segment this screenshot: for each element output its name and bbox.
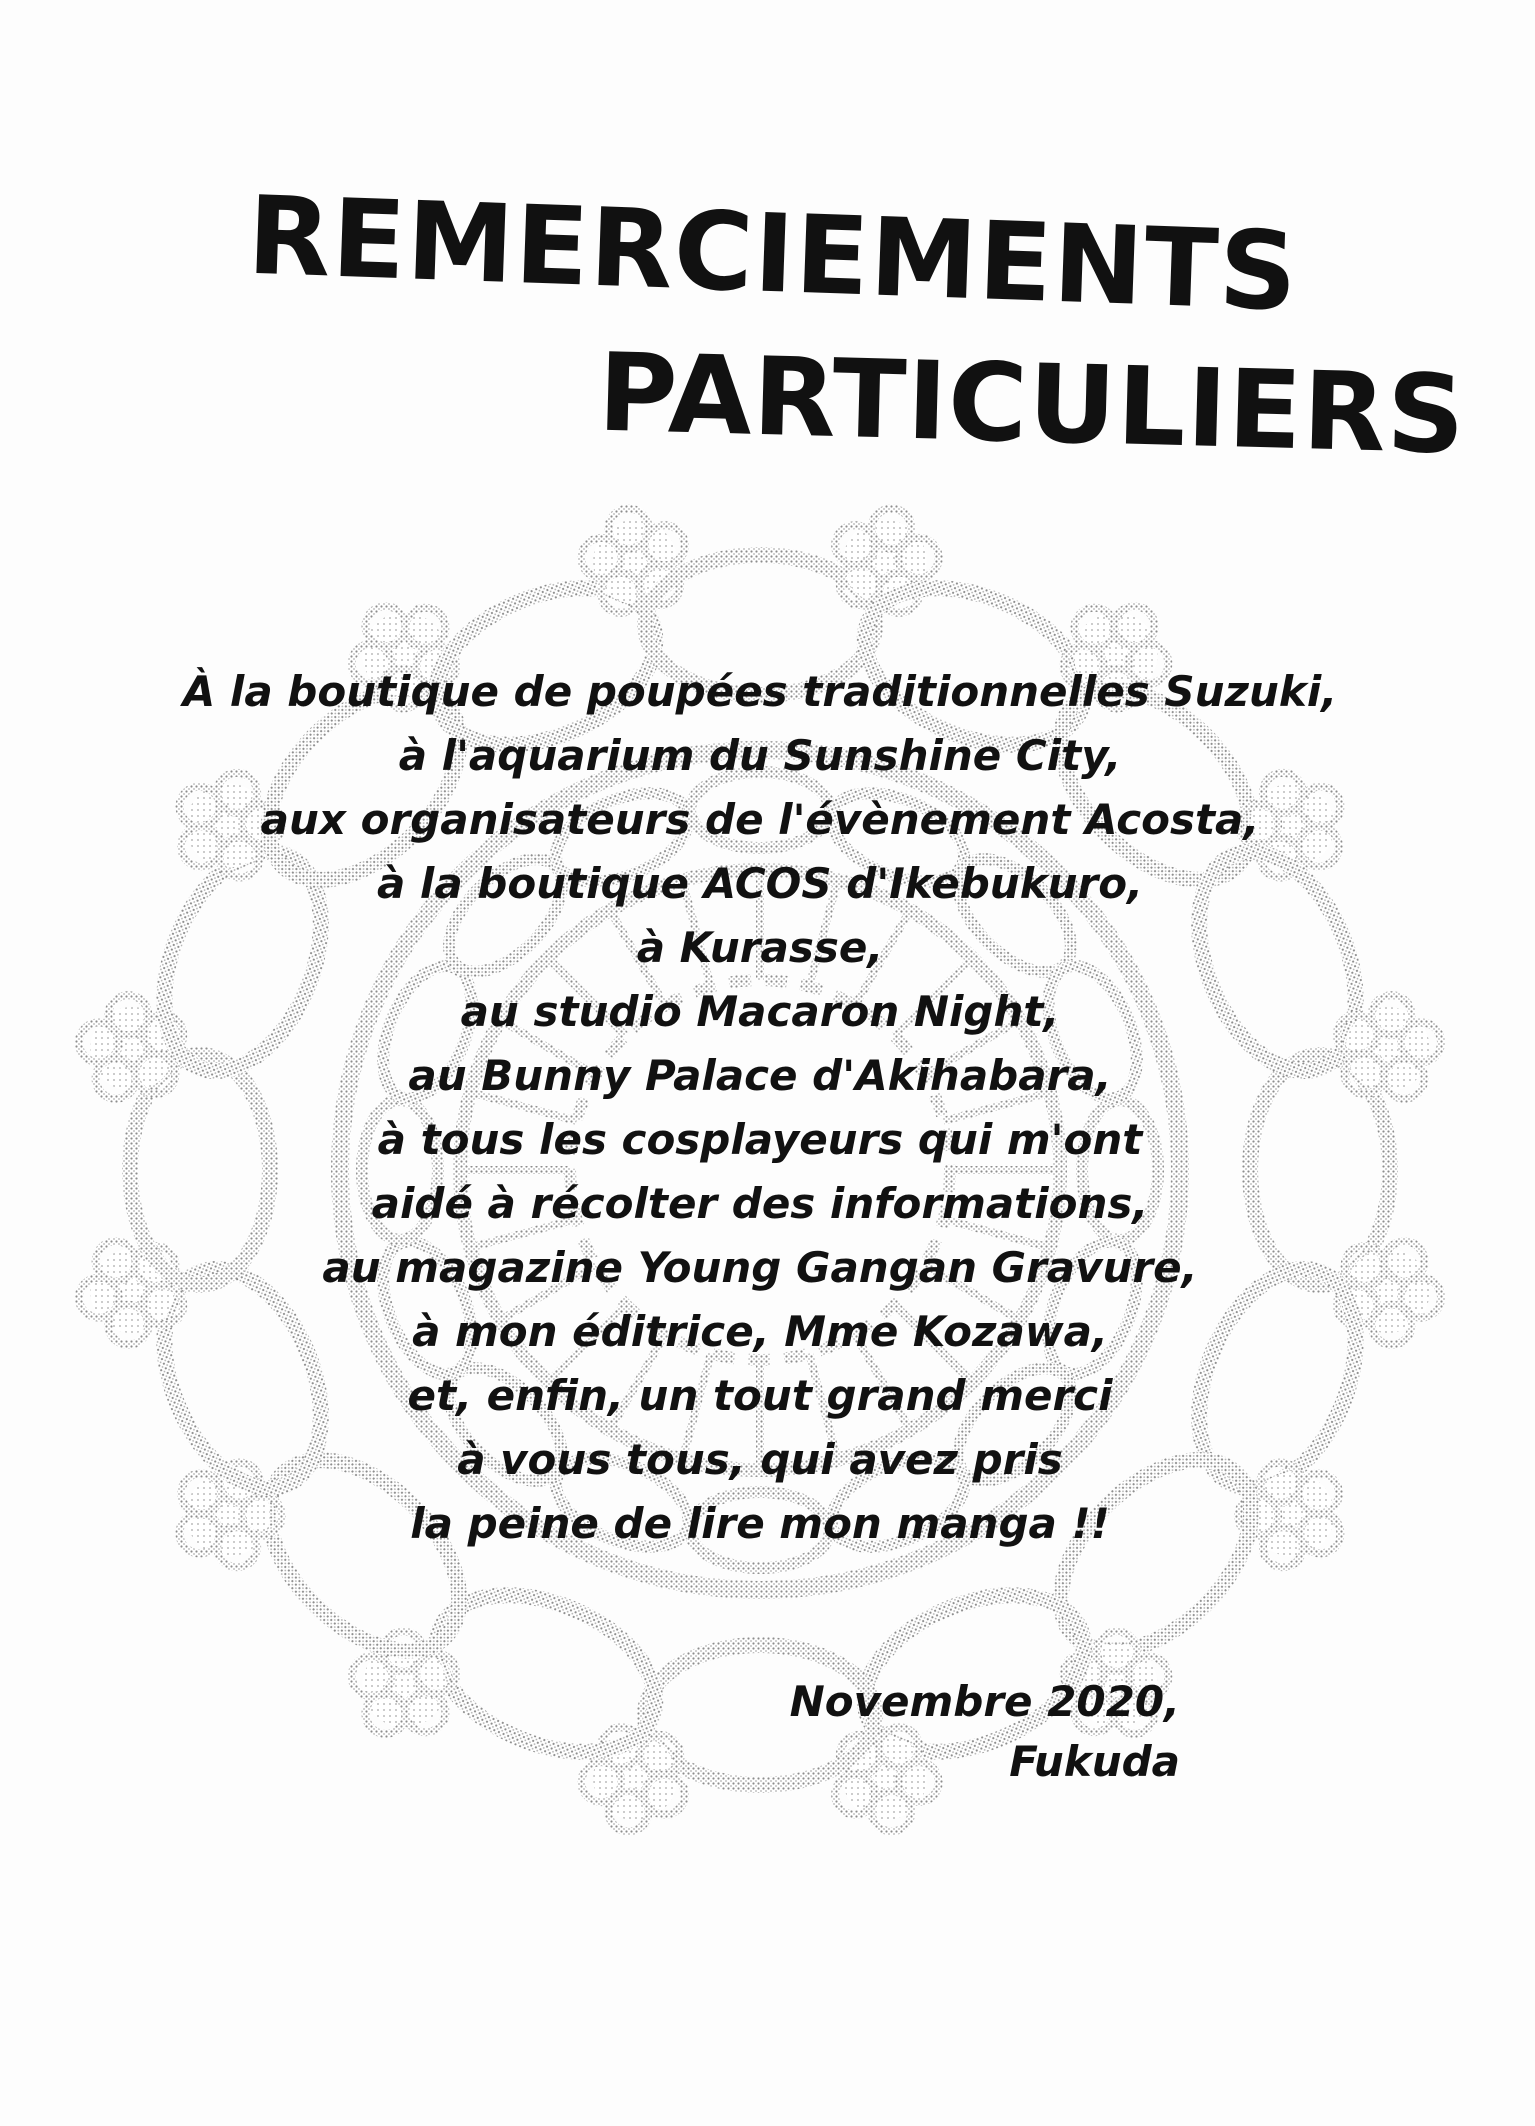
message-line: au magazine Young Gangan Gravure, bbox=[322, 1243, 1198, 1292]
message-line: aux organisateurs de l'évènement Acosta, bbox=[260, 795, 1260, 844]
thanks-message bbox=[160, 660, 1360, 1556]
message-line: à l'aquarium du Sunshine City, bbox=[398, 731, 1122, 780]
message-line: et, enfin, un tout grand merci bbox=[407, 1371, 1113, 1420]
message-line: au Bunny Palace d'Akihabara, bbox=[408, 1051, 1112, 1100]
title-line-2: PARTICULIERS bbox=[596, 330, 1468, 479]
message-line: à vous tous, qui avez pris bbox=[457, 1435, 1063, 1484]
message-line: À la boutique de poupées traditionnelles Suzuki, bbox=[182, 667, 1338, 716]
signature: Novembre 2020, Fukuda bbox=[789, 1677, 1180, 1786]
message-line: à la boutique ACOS d'Ikebukuro, bbox=[376, 859, 1144, 908]
message-line: la peine de lire mon manga !! bbox=[410, 1499, 1110, 1548]
message-line: aidé à récolter des informations, bbox=[371, 1179, 1149, 1228]
message-line: à mon éditrice, Mme Kozawa, bbox=[412, 1307, 1108, 1356]
message-line: à Kurasse, bbox=[636, 923, 884, 972]
message-line: à tous les cosplayeurs qui m'ont bbox=[377, 1115, 1143, 1164]
title-line-1: REMERCIEMENTS bbox=[245, 173, 1300, 336]
message-line: au studio Macaron Night, bbox=[460, 987, 1060, 1036]
